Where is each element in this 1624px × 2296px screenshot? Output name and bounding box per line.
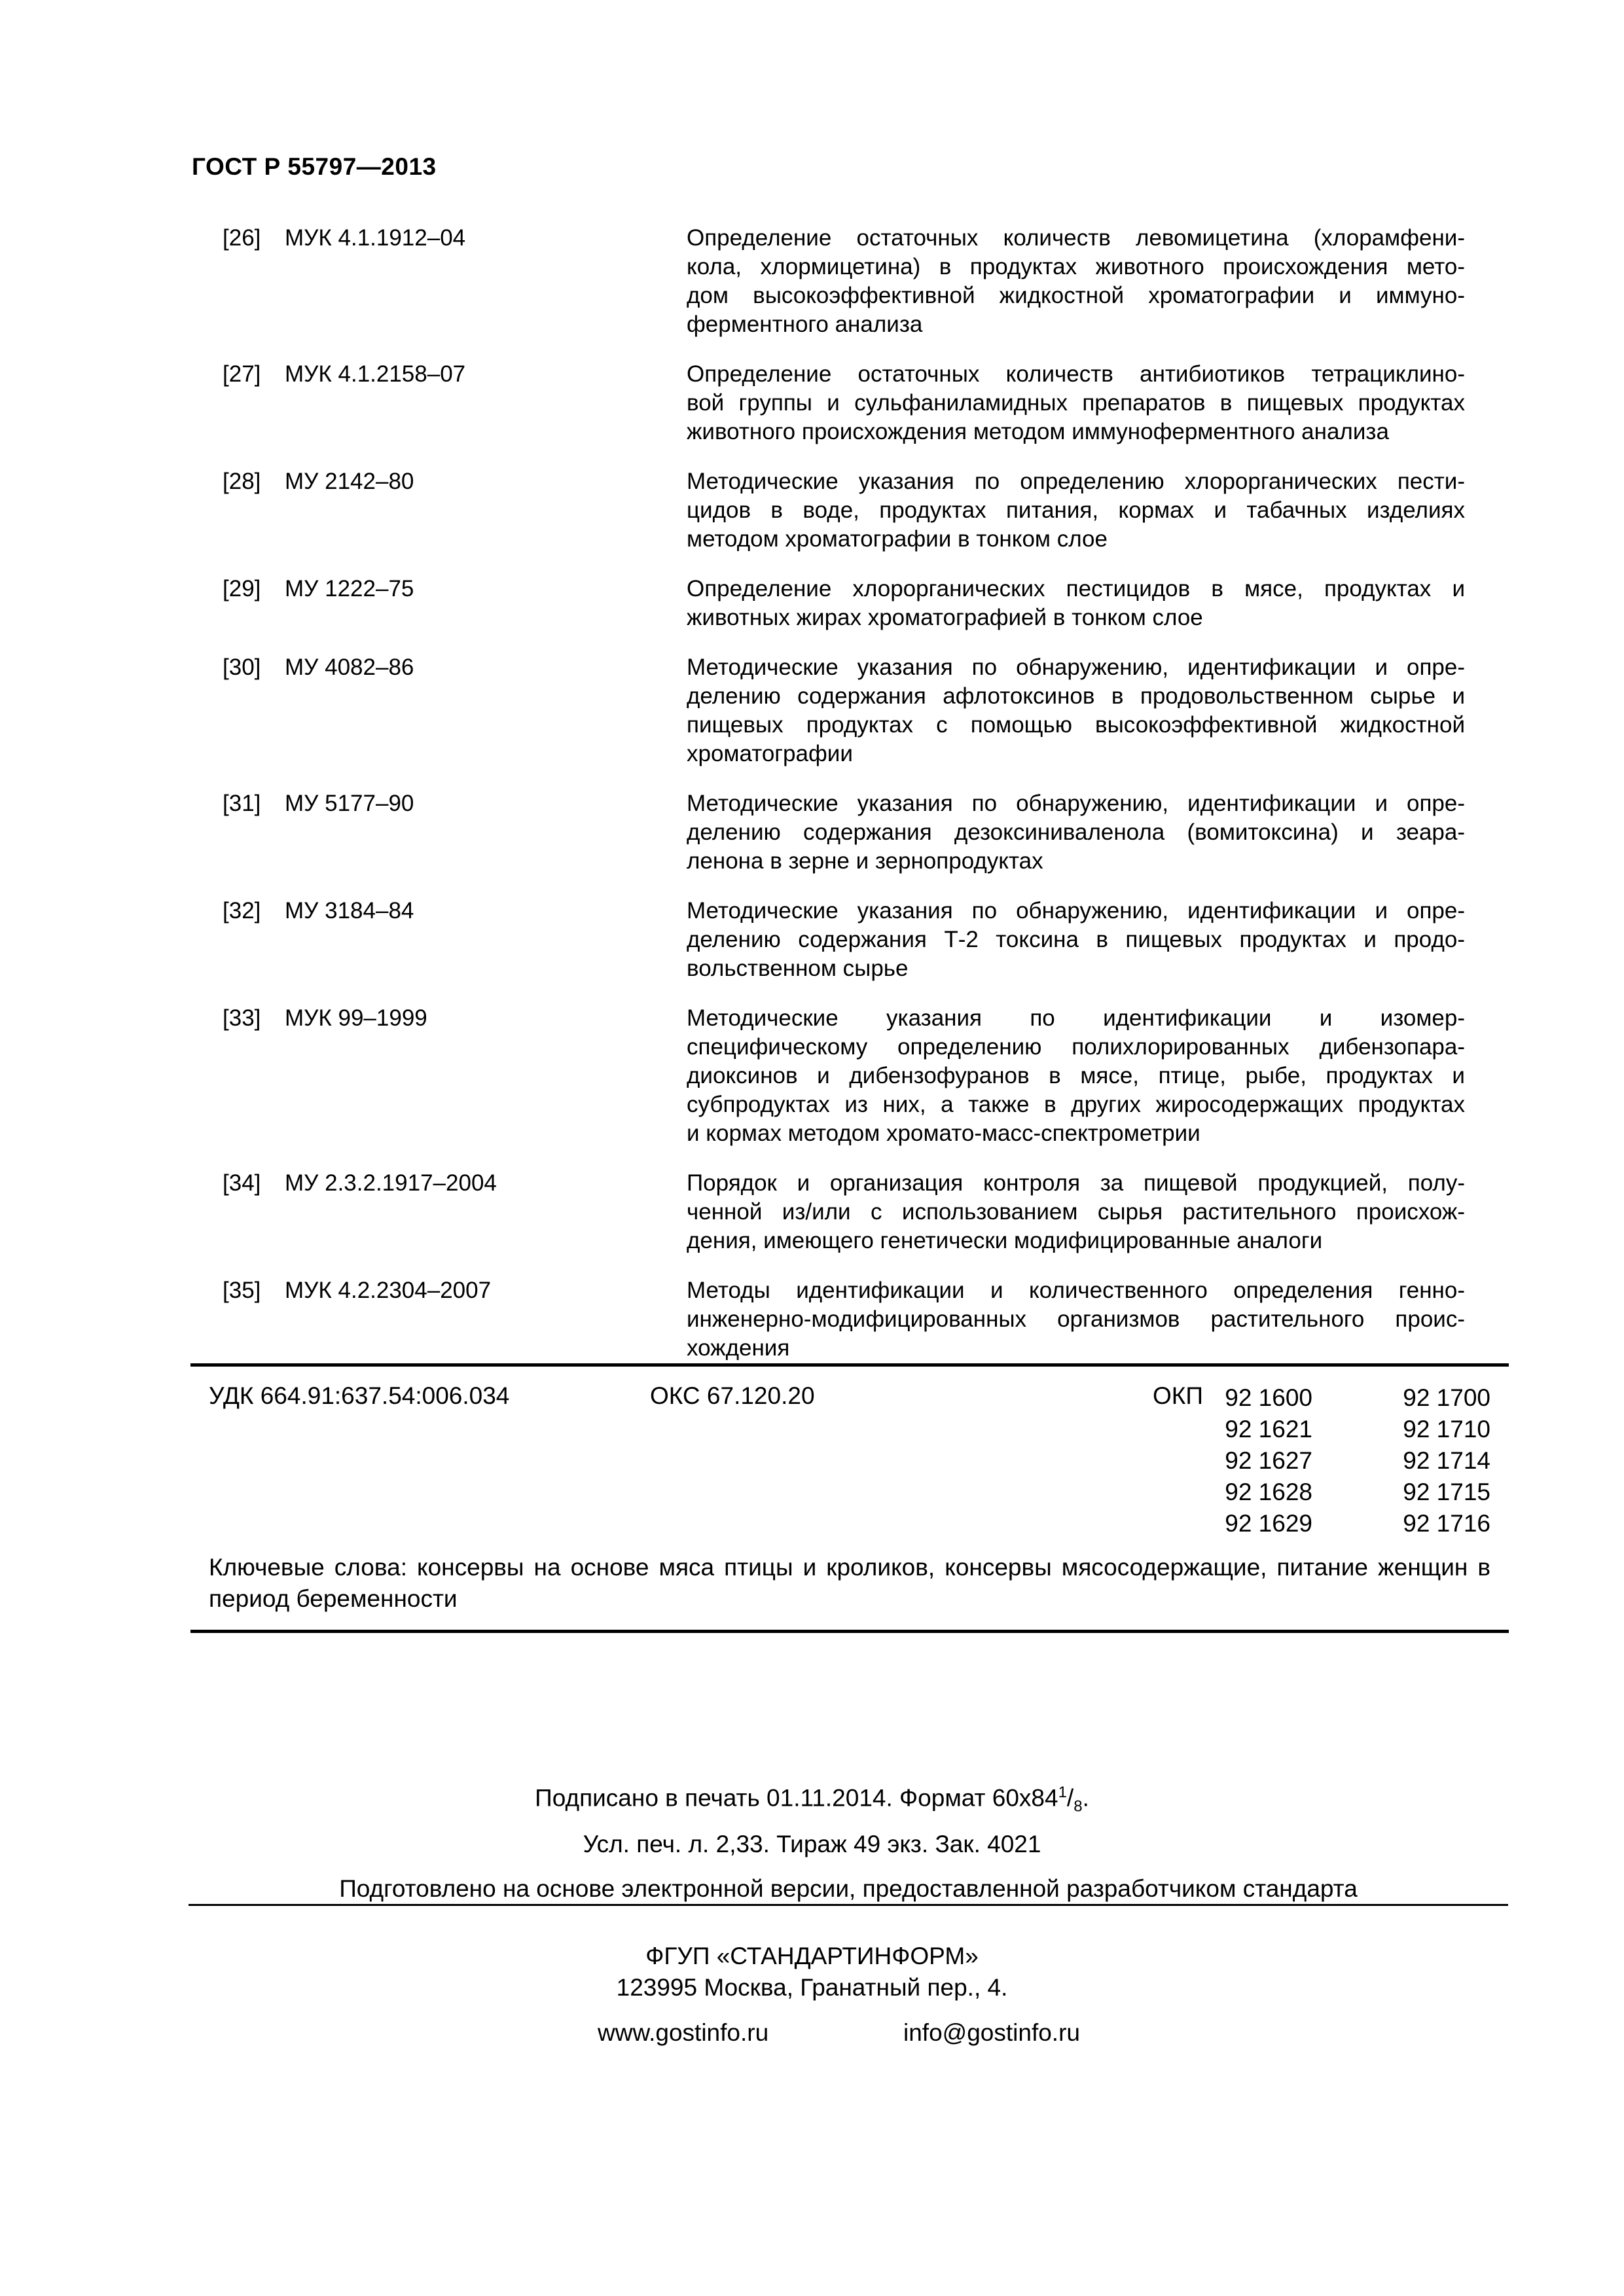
reference-description-line: субпродуктах из них, а также в других жиросодержащих продуктах [687,1092,1465,1117]
reference-number: [28] [223,469,261,494]
reference-description-line: животного происхождения методом иммуноферментного анализа [687,419,1389,444]
reference-description [687,1276,1465,1363]
format-fraction-denominator: 8 [1074,1797,1083,1816]
signed-text: Подписано в печать 01.11.2014. Формат 60х84 [535,1784,1058,1812]
signed-suffix: . [1082,1784,1089,1812]
reference-description-line: ленона в зерне и зернопродуктах [687,848,1043,874]
reference-number: [33] [223,1005,261,1031]
reference-description-line: и кормах методом хромато-масс-спектрометрии [687,1121,1200,1146]
prepared-note: Подготовлено на основе электронной версии, предоставленной разработчиком стандарта [189,1875,1508,1906]
reference-number: [30] [223,655,261,680]
reference-list [192,224,1494,1384]
reference-description-line: Определение хлорорганических пестицидов в мясе, продуктах и [687,576,1465,601]
reference-code: МУ 4082–86 [285,655,414,680]
okp-code: 92 1710 [1403,1416,1490,1443]
reference-description [687,897,1465,983]
okp-code: 92 1700 [1403,1384,1490,1411]
reference-code: МУ 3184–84 [285,898,414,924]
reference-code: МУК 4.2.2304–2007 [285,1278,492,1303]
okp-code: 92 1621 [1225,1416,1312,1443]
reference-description [687,1169,1465,1255]
udk-code: УДК 664.91:637.54:006.034 [209,1382,510,1409]
reference-item [192,653,1494,768]
keywords: Ключевые слова: консервы на основе мяса птицы и кроликов, консервы мясосодержащие, питание женщин в период беременности [209,1554,1490,1612]
reference-item [192,1276,1494,1363]
reference-item [192,224,1494,339]
okp-code: 92 1714 [1403,1447,1490,1474]
reference-description-line: вольственном сырье [687,956,909,981]
reference-description-line: инженерно-модифицированных организмов растительного проис- [687,1306,1465,1332]
reference-description-line: Методы идентификации и количественного определения генно- [687,1278,1465,1303]
okp-codes-column-2 [1403,1382,1490,1539]
reference-description-line: делению содержания афлотоксинов в продовольственном сырье и [687,683,1465,709]
okp-code: 92 1716 [1403,1510,1490,1537]
reference-code: МУ 1222–75 [285,576,414,601]
reference-description-line: цидов в воде, продуктах питания, кормах и табачных изделиях [687,497,1465,523]
reference-description-line: животных жирах хроматографией в тонком слое [687,605,1203,630]
reference-description-line: пищевых продуктах с помощью высокоэффективной жидкостной [687,712,1465,738]
reference-description-line: ферментного анализа [687,312,923,337]
reference-description-line: Методические указания по определению хлорорганических пести- [687,469,1465,494]
reference-description [687,789,1465,876]
reference-description-line: дения, имеющего генетически модифицированные аналоги [687,1228,1323,1253]
reference-description-line: хроматографии [687,741,853,766]
reference-item [192,467,1494,554]
reference-description-line: диоксинов и дибензофуранов в мясе, птице, рыбе, продуктах и [687,1063,1465,1088]
reference-description-line: Определение остаточных количеств антибиотиков тетрациклино- [687,361,1465,387]
reference-code: МУ 5177–90 [285,791,414,816]
reference-number: [27] [223,361,261,387]
reference-description-line: Порядок и организация контроля за пищевой продукцией, полу- [687,1170,1465,1196]
reference-code: МУ 2142–80 [285,469,414,494]
reference-item [192,1004,1494,1148]
reference-number: [35] [223,1278,261,1303]
reference-description-line: Методические указания по обнаружению, идентификации и опре- [687,655,1465,680]
signed-for-print: Подписано в печать 01.11.2014. Формат $60х84^1/_8$. [535,1784,1089,1816]
reference-code: МУ 2.3.2.1917–2004 [285,1170,497,1196]
reference-number: [26] [223,225,261,251]
reference-item [192,789,1494,876]
print-info: Усл. печ. л. 2,33. Тираж 49 экз. Зак. 4021 [583,1831,1041,1857]
reference-description-line: дом высокоэффективной жидкостной хроматографии и иммуно- [687,283,1465,308]
reference-number: [31] [223,791,261,816]
reference-item [192,897,1494,983]
reference-item [192,360,1494,446]
reference-description [687,467,1465,554]
reference-description-line: Методические указания по идентификации и изомер- [687,1005,1465,1031]
okp-codes-column-1 [1225,1382,1312,1539]
reference-code: МУК 99–1999 [285,1005,427,1031]
okp-label: ОКП [1153,1382,1203,1409]
publisher-address: 123995 Москва, Гранатный пер., 4. [616,1974,1008,2001]
document-header: ГОСТ Р 55797—2013 [192,153,437,180]
okp-code: 92 1628 [1225,1479,1312,1505]
okp-code: 92 1715 [1403,1479,1490,1505]
reference-description [687,224,1465,339]
reference-description-line: делению содержания дезоксиниваленола (вомитоксина) и зеара- [687,819,1465,845]
reference-description-line: делению содержания Т-2 токсина в пищевых продуктах и продо- [687,927,1465,952]
reference-description-line: Методические указания по обнаружению, идентификации и опре- [687,791,1465,816]
reference-description-line: Методические указания по обнаружению, идентификации и опре- [687,898,1465,924]
reference-description-line: кола, хлормицетина) в продуктах животного происхождения мето- [687,254,1465,279]
reference-description [687,360,1465,446]
format-fraction-numerator: 1 [1058,1784,1067,1801]
reference-code: МУК 4.1.1912–04 [285,225,466,251]
reference-description-line: Определение остаточных количеств левомицетина (хлорамфени- [687,225,1465,251]
reference-description [687,575,1465,632]
reference-number: [34] [223,1170,261,1196]
reference-number: [32] [223,898,261,924]
reference-description-line: специфическому определению полихлорированных дибензопара- [687,1034,1465,1060]
oks-code: ОКС 67.120.20 [650,1382,815,1409]
publisher-name: ФГУП «СТАНДАРТИНФОРМ» [645,1943,979,1969]
okp-code: 92 1627 [1225,1447,1312,1474]
reference-description-line: вой группы и сульфаниламидных препаратов в пищевых продуктах [687,390,1465,416]
reference-description [687,1004,1465,1148]
reference-description-line: ченной из/или с использованием сырья растительного происхож- [687,1199,1465,1225]
okp-code: 92 1629 [1225,1510,1312,1537]
reference-description-line: методом хроматографии в тонком слое [687,526,1108,552]
reference-description [687,653,1465,768]
website-link[interactable]: www.gostinfo.ru [598,2019,769,2046]
reference-item [192,575,1494,632]
reference-description-line: хождения [687,1335,790,1361]
email-link[interactable]: info@gostinfo.ru [903,2019,1080,2046]
bibliographic-data-block [190,1363,1509,1633]
reference-number: [29] [223,576,261,601]
reference-item [192,1169,1494,1255]
reference-code: МУК 4.1.2158–07 [285,361,466,387]
okp-code: 92 1600 [1225,1384,1312,1411]
